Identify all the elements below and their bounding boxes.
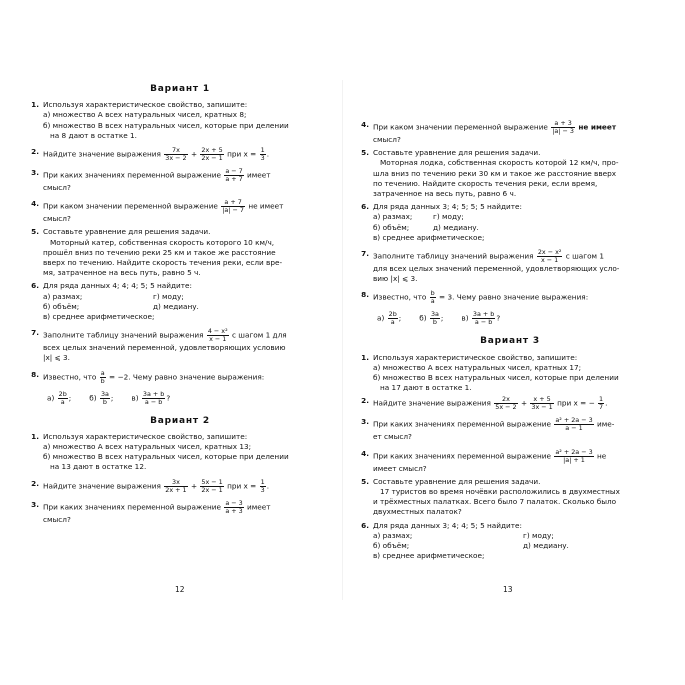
task-text: Известно, что (43, 372, 97, 382)
numerator: 1 (260, 146, 265, 155)
denominator: a + 7 (225, 175, 243, 184)
fraction (537, 249, 563, 264)
task-text: При каком значении переменной выражение (43, 201, 218, 211)
task-text: Используя характеристическое свойство, запишите: (373, 352, 578, 362)
task-item: г) моду; (153, 291, 184, 301)
task-number: 3. (31, 499, 39, 509)
task-number: 4. (361, 120, 369, 129)
denominator: 3x − 2 (165, 154, 187, 163)
task-text: при x = (227, 481, 257, 491)
task-text: вию |x| ⩽ 3. (373, 274, 418, 284)
answer-label: в) (131, 393, 139, 403)
v3-task-4 (360, 449, 660, 474)
punct: . (266, 481, 270, 491)
task-text: не имеет (578, 122, 617, 132)
denominator: 7 (599, 403, 604, 412)
task-number: 4. (31, 199, 39, 209)
task-item-b-cont: на 8 дают в остатке 1. (50, 130, 137, 140)
task-text: смысл? (43, 214, 71, 224)
v3-task-3 (360, 417, 660, 442)
task-item: б) объём; (373, 541, 410, 551)
task-text: прошёл вниз по течению реки 25 км и такое же расстояние (43, 247, 276, 257)
task-number: 3. (31, 168, 39, 178)
task-number: 7. (361, 249, 369, 259)
numerator: 2x (494, 396, 517, 404)
task-text: всех целых значений переменной, удовлетворяющих условию (43, 343, 286, 353)
task-item: д) медиану. (523, 541, 569, 551)
v2-task-7 (360, 249, 660, 284)
task-text: Составьте уравнение для решения задачи. (43, 227, 211, 237)
task-text: имеет смысл? (373, 463, 427, 473)
task-number: 1. (31, 100, 39, 110)
v3-task-2 (360, 396, 660, 411)
operator: + (190, 481, 198, 491)
denominator: |a| + 1 (563, 455, 585, 464)
fraction (58, 391, 68, 406)
task-text: При каких значениях переменной выражение (43, 170, 221, 180)
task-number: 8. (31, 369, 39, 379)
task-text: = −2. Чему равно значение выражения: (109, 372, 265, 382)
numerator: 4 − x² (207, 327, 228, 336)
task-text: име- (597, 419, 615, 429)
v2-task-2 (30, 479, 330, 494)
v2-task-5 (360, 148, 660, 199)
denominator: |a| − 3 (552, 127, 574, 135)
task-item-b-cont: на 17 дают в остатке 1. (380, 383, 472, 393)
v2-task-6 (360, 202, 660, 243)
fraction (221, 199, 245, 214)
answer-label: б) (89, 393, 97, 403)
v1-task-1 (30, 100, 330, 141)
denominator: 3 (260, 154, 265, 163)
task-text: 17 туристов во время ночёвки расположились в двухместных (380, 487, 620, 497)
task-number: 6. (361, 520, 369, 530)
v1-task-3 (30, 168, 330, 193)
task-text: затраченное на весь путь, равно 6 ч. (373, 189, 517, 199)
punct: . (266, 149, 270, 159)
task-text: при x = (227, 149, 257, 159)
task-item: а) размах; (43, 291, 83, 301)
denominator: 3 (260, 485, 265, 494)
numerator: 5x − 1 (201, 477, 223, 486)
task-text: шла вниз по течению реки 30 км и такое же расстояние вверх (373, 168, 617, 178)
operator: + (520, 398, 528, 408)
fraction (554, 417, 593, 432)
task-text: не имеет (248, 201, 284, 211)
task-text: Моторная лодка, собственная скорость которой 12 км/ч, про- (380, 158, 619, 168)
numerator: 2x − x² (537, 248, 562, 257)
fraction (200, 479, 223, 494)
fraction (142, 391, 165, 406)
punct: ? (496, 313, 501, 323)
denominator: 3x − 1 (531, 403, 553, 412)
denominator: b (432, 318, 437, 327)
variant-1-title: Вариант 1 (150, 84, 210, 94)
answer-label: в) (461, 313, 469, 323)
task-item: б) объём; (373, 222, 410, 232)
denominator: x − 1 (540, 256, 559, 265)
fraction (200, 147, 223, 162)
denominator: a − b (144, 397, 163, 406)
task-number: 6. (361, 202, 369, 212)
task-text: мя, затраченное на весь путь, равно 5 ч. (43, 268, 201, 278)
fraction (164, 147, 187, 162)
fraction (100, 370, 106, 385)
task-text: = 3. Чему равно значение выражения: (439, 292, 589, 302)
variant-3-title: Вариант 3 (480, 336, 540, 347)
fraction (164, 479, 187, 494)
task-text: не (597, 451, 607, 461)
task-item: г) моду; (523, 530, 554, 540)
task-text: смысл? (43, 183, 71, 193)
task-number: 5. (361, 476, 369, 486)
numerator: 3a + b (472, 310, 495, 319)
task-text: Используя характеристическое свойство, запишите: (43, 431, 248, 441)
v2-task-3 (30, 500, 330, 525)
task-item-a: а) множество A всех натуральных чисел, кратных 13; (43, 442, 252, 452)
task-number: 6. (31, 281, 39, 291)
task-text: Найдите значение выражения (43, 481, 161, 491)
task-number: 2. (361, 396, 369, 406)
numerator: a + 7 (221, 199, 245, 207)
page-fold (342, 80, 343, 600)
numerator: a − 7 (225, 167, 243, 176)
task-item: д) медиану. (153, 301, 199, 311)
task-text: Для ряда данных 3; 4; 5; 5; 5 найдите: (373, 202, 523, 212)
fraction (472, 311, 495, 326)
task-item: в) среднее арифметическое; (43, 312, 155, 322)
task-item: а) размах; (373, 212, 413, 222)
task-text: Известно, что (373, 292, 427, 302)
denominator: b (102, 397, 107, 406)
task-text: Составьте уравнение для решения задачи. (373, 148, 541, 158)
numerator: 3a (430, 310, 439, 319)
fraction (430, 311, 440, 326)
v2-task-4 (360, 120, 660, 145)
task-item-b: б) множество B всех натуральных чисел, которые при делении (43, 120, 289, 130)
task-text: смысл? (373, 135, 401, 144)
denominator: 2x − 1 (201, 154, 223, 163)
task-item: в) среднее арифметическое; (373, 551, 485, 561)
task-number: 1. (361, 352, 369, 362)
task-item: д) медиану. (433, 222, 479, 232)
task-text: с шагом 1 для (231, 330, 287, 340)
task-number: 2. (31, 478, 39, 488)
fraction (430, 290, 436, 305)
task-text: Используя характеристическое свойство, запишите: (43, 100, 248, 110)
denominator: 2x − 1 (201, 485, 223, 494)
v1-task-6 (30, 281, 330, 322)
variant-2-title: Вариант 2 (150, 415, 210, 426)
task-text: Моторный катер, собственная скорость которого 10 км/ч, (50, 237, 275, 247)
task-text: при x = − (557, 398, 595, 408)
task-item-b-cont: на 13 дают в остатке 12. (50, 462, 147, 472)
numerator: a − 3 (225, 498, 243, 507)
task-number: 4. (361, 448, 369, 458)
denominator: a (430, 297, 435, 306)
book-spread (20, 80, 665, 600)
fraction (598, 396, 604, 411)
right-page (360, 80, 660, 594)
task-text: смысл? (43, 514, 71, 524)
numerator: 3a (100, 389, 109, 398)
v1-task-7 (30, 328, 330, 363)
numerator: 2b (388, 310, 397, 319)
answer-label: а) (47, 393, 55, 403)
task-text: вверх по течению. Найдите скорость течения реки, если вре- (43, 258, 283, 268)
fraction (100, 391, 110, 406)
task-number: 3. (361, 417, 369, 427)
denominator: a (390, 318, 395, 327)
task-text: Составьте уравнение для решения задачи. (373, 476, 541, 486)
task-text: При каком значении переменной выражение (373, 122, 548, 132)
task-text: имеет (247, 502, 271, 512)
punct: ? (166, 393, 171, 403)
v3-task-6 (360, 521, 660, 562)
denominator: b (100, 376, 105, 385)
task-text: Для ряда данных 3; 4; 4; 5; 5 найдите: (373, 520, 523, 530)
fraction (494, 396, 517, 411)
denominator: x − 1 (209, 335, 227, 344)
answer-label: а) (377, 313, 385, 323)
task-item-a: а) множество A всех натуральных чисел, кратных 17; (373, 362, 582, 372)
fraction (207, 328, 229, 343)
punct: . (605, 398, 608, 408)
task-text: ет смысл? (373, 432, 412, 442)
numerator: a² + 2a − 3 (555, 447, 593, 456)
numerator: 3a + b (142, 389, 165, 398)
task-text: Найдите значение выражения (373, 398, 491, 408)
fraction (554, 449, 593, 464)
task-number: 7. (31, 328, 39, 338)
v2-task-1 (30, 432, 330, 473)
task-item-b: б) множество B всех натуральных чисел, которые при делении (373, 373, 619, 383)
denominator: a + 3 (225, 506, 243, 515)
denominator: a − 1 (565, 424, 583, 433)
v1-task-2 (30, 147, 330, 162)
task-text: имеет (247, 170, 271, 180)
numerator: 2b (58, 389, 67, 398)
task-text: двухместных палаток? (373, 507, 462, 517)
task-text: Найдите значение выражения (43, 149, 161, 159)
v1-task-8: 8. Известно, что $\frac{a}{b}$ = −2. Чему равно значение выражения: а) $\frac{2b}{a}$ ; б) $\frac{3a}{b}$ ; в) $\frac{3a + b}{a - b}$ ? (31, 368, 265, 406)
fraction (260, 479, 266, 494)
task-text: Заполните таблицу значений выражения (43, 330, 204, 340)
fraction (224, 500, 243, 515)
numerator: 2x + 5 (201, 146, 223, 155)
fraction (551, 120, 575, 135)
task-text: При каких значениях переменной выражение (43, 502, 221, 512)
task-item: б) объём; (43, 301, 80, 311)
numerator: 7x (164, 147, 187, 155)
v1-task-4 (30, 199, 330, 224)
page-number-right: 13 (503, 585, 513, 594)
task-number: 5. (31, 227, 39, 237)
fraction (260, 147, 266, 162)
task-item: а) размах; (373, 530, 413, 540)
numerator: a (100, 368, 105, 377)
v3-task-5 (360, 477, 660, 518)
numerator: x + 5 (530, 396, 553, 404)
v2-task-8: 8. Известно, что $\frac{b}{a}$ = 3. Чему равно значение выражения: а) $\frac{2b}{a}$ ; б) $\frac{3a}{b}$ ; в) $\frac{3a + b}{a - b}$ ? (361, 289, 589, 327)
denominator: a − b (474, 318, 493, 327)
task-text: Для ряда данных 4; 4; 4; 5; 5 найдите: (43, 281, 193, 291)
task-text: |x| ⩽ 3. (43, 353, 70, 363)
numerator: a² + 2a − 3 (555, 416, 593, 425)
task-number: 2. (31, 147, 39, 157)
denominator: 2x + 1 (165, 485, 187, 494)
task-number: 8. (361, 290, 369, 300)
numerator: a + 3 (551, 120, 575, 128)
task-item-b: б) множество B всех натуральных чисел, которые при делении (43, 452, 289, 462)
task-text: При каких значениях переменной выражение (373, 419, 551, 429)
task-item: г) моду; (433, 212, 464, 222)
answer-label: б) (419, 313, 427, 323)
fraction (530, 396, 553, 411)
task-item: в) среднее арифметическое; (373, 232, 485, 242)
task-item-a: а) множество A всех натуральных чисел, кратных 8; (43, 110, 247, 120)
fraction (224, 168, 243, 183)
fraction (388, 311, 398, 326)
task-text: с шагом 1 (565, 251, 604, 261)
task-number: 5. (361, 148, 369, 158)
numerator: 3x (164, 479, 187, 487)
denominator: |a| − 7 (222, 206, 244, 215)
task-text: При каких значениях переменной выражение (373, 451, 551, 461)
v3-task-1 (360, 353, 660, 394)
numerator: 1 (260, 477, 265, 486)
task-number: 1. (31, 431, 39, 441)
operator: + (190, 149, 198, 159)
denominator: 5x − 2 (495, 403, 517, 412)
denominator: a (60, 397, 65, 406)
task-text: Заполните таблицу значений выражения (373, 251, 534, 261)
task-text: для всех целых значений переменной, удовлетворяющих усло- (373, 264, 620, 274)
task-text: и трёхместных палатках. Всего было 7 палаток. Сколько было (373, 497, 617, 507)
left-page (30, 80, 330, 594)
page-number-left: 12 (175, 585, 185, 594)
numerator: 1 (599, 395, 604, 404)
v1-task-5 (30, 227, 330, 278)
numerator: b (430, 289, 435, 298)
task-text: по течению. Найдите скорость течения реки, если время, (373, 178, 598, 188)
